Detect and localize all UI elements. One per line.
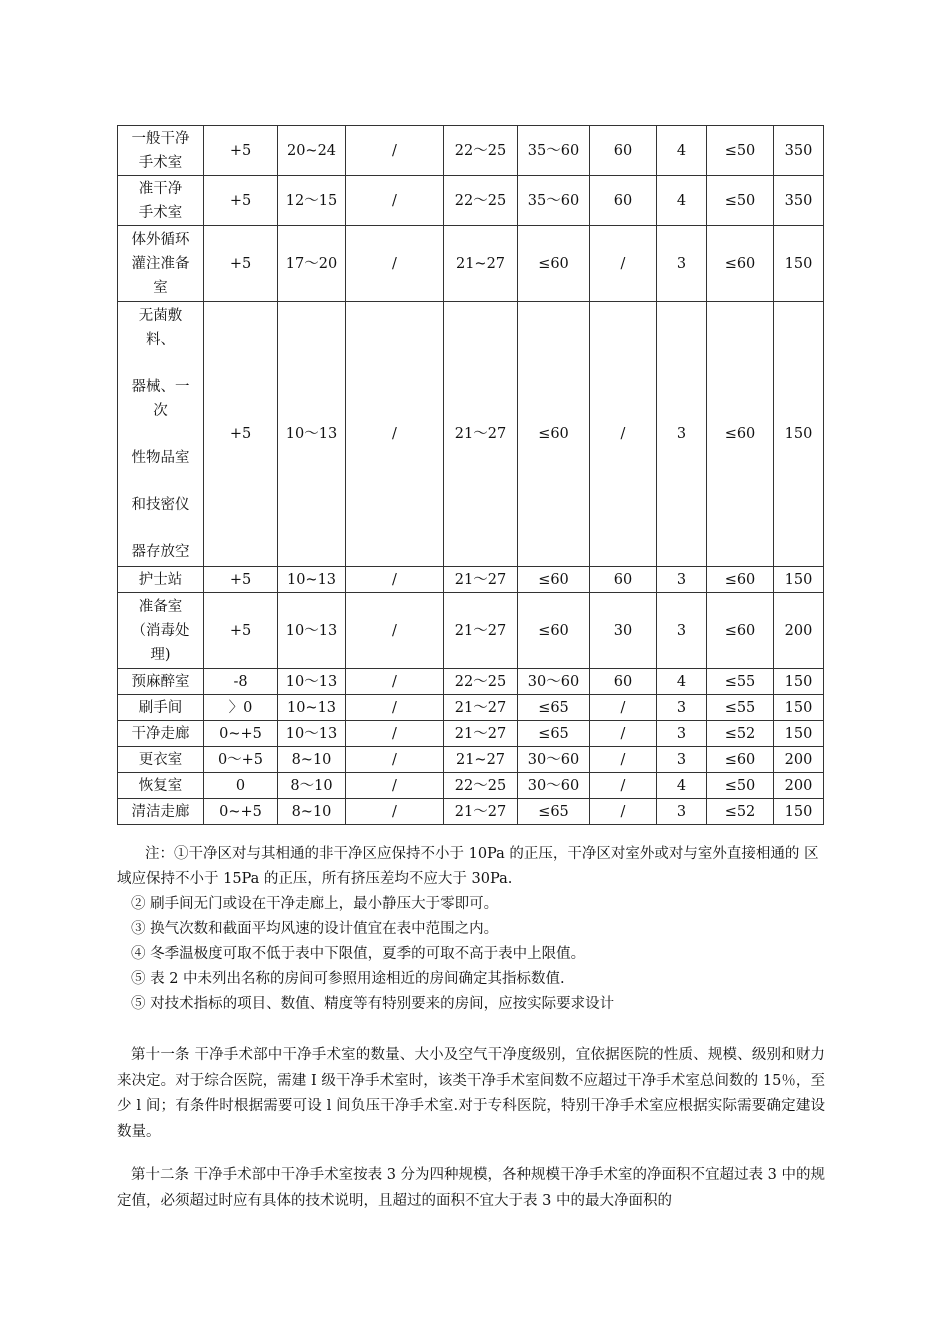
table-row: [118, 176, 824, 226]
room-name-line: 刷手间: [138, 699, 183, 716]
room-name-cell: [118, 773, 204, 799]
humidity-cell: 35～60: [518, 126, 590, 176]
room-name-line: 理): [150, 646, 171, 663]
air-change-cell: 12～15: [278, 176, 346, 226]
note-item: ⑤ 对技术指标的项目、数值、精度等有特别要来的房间，应按实际要求设计: [131, 996, 615, 1012]
table-row: [118, 773, 824, 799]
fresh-air-cell: 60: [590, 567, 657, 593]
article-twelve: 第十二条 干净手术部中干净手术室按表 3 分为四种规模，各种规模干净手术室的净面积不宜超过表 3 中的规定值，必须超过时应有具体的技术说明，且超过的面积不宜大于表 3 中的最大净面积的: [117, 1167, 825, 1209]
level-cell: 3: [657, 747, 707, 773]
air-velocity-cell: /: [346, 799, 444, 825]
humidity-cell: ≤60: [518, 302, 590, 567]
room-name-cell: [118, 695, 204, 721]
humidity-cell: ≤65: [518, 799, 590, 825]
room-name-line: 更衣室: [138, 751, 183, 768]
article-eleven: 第十一条 干净手术部中干净手术室的数量、大小及空气干净度级别，宜依据医院的性质、规模、级别和财力来决定。对于综合医院，需建 I 级干净手术室时，该类干净手术室间数不应超过干净手术室总间数的 15％，至少 l 间；有条件时根据需要可设 l 间负压干净手术室.对于专科医院，特别干净手术室应根据实际需要确定建设数量。: [117, 1047, 825, 1140]
room-name-line: 和技密仪: [131, 497, 190, 513]
air-change-cell: 10~13: [278, 567, 346, 593]
air-change-cell: 17～20: [278, 226, 346, 302]
table-row: [118, 747, 824, 773]
room-name-line: 料、: [146, 332, 175, 348]
noise-cell: ≤55: [707, 695, 774, 721]
noise-cell: ≤60: [707, 226, 774, 302]
level-cell: 3: [657, 567, 707, 593]
humidity-cell: 35～60: [518, 176, 590, 226]
temperature-cell: 21～27: [444, 721, 518, 747]
air-change-cell: 10～13: [278, 721, 346, 747]
room-name-line: （消毒处: [131, 622, 190, 639]
note-item: ⑤ 表 2 中未列出名称的房间可参照用途相近的房间确定其指标数值.: [131, 971, 565, 987]
room-name-line: 恢复室: [138, 777, 183, 794]
table-row: [118, 567, 824, 593]
temperature-cell: 21～27: [444, 799, 518, 825]
level-cell: 3: [657, 593, 707, 669]
room-name-cell: [118, 176, 204, 226]
air-velocity-cell: /: [346, 126, 444, 176]
pressure-cell: +5: [204, 126, 278, 176]
fresh-air-cell: /: [590, 799, 657, 825]
noise-cell: ≤50: [707, 773, 774, 799]
illumination-cell: 150: [774, 799, 824, 825]
illumination-cell: 350: [774, 126, 824, 176]
room-name-line: 准干净: [138, 180, 183, 197]
air-change-cell: 8~10: [278, 747, 346, 773]
temperature-cell: 22～25: [444, 126, 518, 176]
level-cell: 4: [657, 126, 707, 176]
fresh-air-cell: 60: [590, 669, 657, 695]
table-row: [118, 126, 824, 176]
room-name-cell: [118, 799, 204, 825]
air-change-cell: 10～13: [278, 593, 346, 669]
pressure-cell: +5: [204, 593, 278, 669]
air-change-cell: 10~13: [278, 695, 346, 721]
fresh-air-cell: /: [590, 226, 657, 302]
illumination-cell: 200: [774, 593, 824, 669]
illumination-cell: 150: [774, 226, 824, 302]
pressure-cell: 0: [204, 773, 278, 799]
room-name-line: 护士站: [138, 571, 183, 588]
humidity-cell: ≤60: [518, 226, 590, 302]
illumination-cell: 200: [774, 747, 824, 773]
level-cell: 3: [657, 226, 707, 302]
illumination-cell: 150: [774, 695, 824, 721]
room-name-line: 准备室: [138, 598, 183, 615]
illumination-cell: 150: [774, 567, 824, 593]
note-item: ② 刷手间无门或设在干净走廊上，最小静压大于零即可。: [131, 896, 499, 912]
level-cell: 3: [657, 721, 707, 747]
room-name-line: 性物品室: [131, 450, 190, 466]
table-row: [118, 593, 824, 669]
room-name-line: 预麻醉室: [131, 673, 190, 690]
air-change-cell: 10～13: [278, 302, 346, 567]
table-notes: [117, 842, 825, 1017]
level-cell: 4: [657, 176, 707, 226]
air-velocity-cell: /: [346, 669, 444, 695]
air-change-cell: 8~10: [278, 799, 346, 825]
noise-cell: ≤52: [707, 799, 774, 825]
air-velocity-cell: /: [346, 695, 444, 721]
humidity-cell: ≤60: [518, 567, 590, 593]
fresh-air-cell: 30: [590, 593, 657, 669]
level-cell: 3: [657, 695, 707, 721]
pressure-cell: +5: [204, 226, 278, 302]
pressure-cell: +5: [204, 302, 278, 567]
humidity-cell: ≤65: [518, 721, 590, 747]
fresh-air-cell: /: [590, 302, 657, 567]
fresh-air-cell: 60: [590, 126, 657, 176]
fresh-air-cell: /: [590, 773, 657, 799]
room-name-cell: [118, 593, 204, 669]
air-velocity-cell: /: [346, 302, 444, 567]
humidity-cell: 30～60: [518, 747, 590, 773]
humidity-cell: 30～60: [518, 669, 590, 695]
air-velocity-cell: /: [346, 593, 444, 669]
temperature-cell: 22～25: [444, 669, 518, 695]
room-name-cell: [118, 669, 204, 695]
room-name-line: 无菌敷: [138, 308, 183, 324]
spec-table: [117, 125, 824, 825]
level-cell: 3: [657, 302, 707, 567]
noise-cell: ≤52: [707, 721, 774, 747]
humidity-cell: ≤60: [518, 593, 590, 669]
temperature-cell: 21~27: [444, 747, 518, 773]
illumination-cell: 150: [774, 302, 824, 567]
pressure-cell: +5: [204, 176, 278, 226]
air-velocity-cell: /: [346, 176, 444, 226]
table-row: [118, 799, 824, 825]
note-paragraph: 注：①干净区对与其相通的非干净区应保持不小于 10Pa 的正压，干净区对室外或对与室外直接相通的 区域应保持不小于 15Pa 的正压，所有挤压差均不应大于 30Pa.: [117, 846, 819, 887]
table-row: [118, 695, 824, 721]
room-name-line: 干净走廊: [131, 725, 190, 742]
room-name-cell: [118, 567, 204, 593]
table-row: [118, 721, 824, 747]
level-cell: 3: [657, 799, 707, 825]
pressure-cell: -8: [204, 669, 278, 695]
fresh-air-cell: /: [590, 721, 657, 747]
noise-cell: ≤60: [707, 747, 774, 773]
table-row: [118, 302, 824, 567]
fresh-air-cell: /: [590, 695, 657, 721]
room-name-line: 清洁走廊: [131, 803, 190, 820]
noise-cell: ≤50: [707, 176, 774, 226]
pressure-cell: 0~+5: [204, 799, 278, 825]
noise-cell: ≤55: [707, 669, 774, 695]
temperature-cell: 21~27: [444, 226, 518, 302]
air-change-cell: 8～10: [278, 773, 346, 799]
note-item: ④ 冬季温极度可取不低于表中下限值，夏季的可取不高于表中上限值。: [131, 946, 586, 962]
temperature-cell: 21～27: [444, 593, 518, 669]
pressure-cell: 0~+5: [204, 721, 278, 747]
noise-cell: ≤60: [707, 567, 774, 593]
illumination-cell: 200: [774, 773, 824, 799]
table-row: [118, 669, 824, 695]
air-change-cell: 20~24: [278, 126, 346, 176]
pressure-cell: 〉0: [204, 695, 278, 721]
air-velocity-cell: /: [346, 773, 444, 799]
air-velocity-cell: /: [346, 747, 444, 773]
note-item: ③ 换气次数和截面平均风速的设计值宜在表中范围之内。: [131, 921, 499, 937]
room-name-line: 手术室: [138, 154, 183, 171]
room-name-line: 灌注准备: [131, 255, 190, 272]
noise-cell: ≤50: [707, 126, 774, 176]
room-name-line: 手术室: [138, 204, 183, 221]
room-name-cell: [118, 721, 204, 747]
air-velocity-cell: /: [346, 226, 444, 302]
illumination-cell: 150: [774, 721, 824, 747]
illumination-cell: 150: [774, 669, 824, 695]
temperature-cell: 21～27: [444, 695, 518, 721]
illumination-cell: 350: [774, 176, 824, 226]
temperature-cell: 21～27: [444, 302, 518, 567]
air-velocity-cell: /: [346, 721, 444, 747]
room-name-cell: [118, 302, 204, 567]
temperature-cell: 21～27: [444, 567, 518, 593]
spec-table-body: [118, 126, 824, 825]
room-name-cell: [118, 126, 204, 176]
room-name-line: 器存放空: [131, 544, 190, 560]
room-name-cell: [118, 747, 204, 773]
noise-cell: ≤60: [707, 593, 774, 669]
room-name-line: 室: [153, 279, 168, 296]
room-name-cell: [118, 226, 204, 302]
air-change-cell: 10～13: [278, 669, 346, 695]
pressure-cell: +5: [204, 567, 278, 593]
room-name-line: 一般干净: [131, 130, 190, 147]
noise-cell: ≤60: [707, 302, 774, 567]
table-row: [118, 226, 824, 302]
temperature-cell: 22～25: [444, 176, 518, 226]
room-name-line: 次: [153, 403, 168, 419]
level-cell: 4: [657, 669, 707, 695]
temperature-cell: 22～25: [444, 773, 518, 799]
room-name-line: 器械、一: [131, 379, 190, 395]
air-velocity-cell: /: [346, 567, 444, 593]
fresh-air-cell: 60: [590, 176, 657, 226]
humidity-cell: 30～60: [518, 773, 590, 799]
room-name-line: 体外循环: [131, 231, 190, 248]
fresh-air-cell: /: [590, 747, 657, 773]
pressure-cell: 0～+5: [204, 747, 278, 773]
humidity-cell: ≤65: [518, 695, 590, 721]
level-cell: 4: [657, 773, 707, 799]
